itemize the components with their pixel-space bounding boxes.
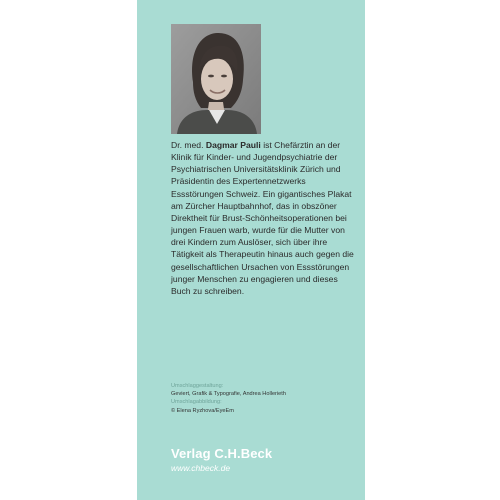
back-flap (137, 0, 365, 500)
author-prefix: Dr. med. (171, 140, 204, 150)
cover-design-value: Geviert, Grafik & Typografie, Andrea Hollerieth (171, 391, 286, 398)
credits (171, 382, 361, 415)
publisher-name: Verlag C.H.Beck (171, 446, 273, 461)
cover-image-value: © Elena Ryzhova/EyeEm (171, 407, 234, 414)
author-bio (171, 139, 357, 297)
cover-image-label: Umschlagabbildung: (171, 399, 222, 406)
author-photo (171, 24, 261, 134)
author-bio-text: ist Chefärztin an der Klinik für Kinder- und Jugendpsychiatrie der Psychiatrischen Universitätsklinik Zürich und Präsidentin des Expertennetzwerks Essstörungen Schweiz. Ein gigantisches Plakat am Zürcher Hauptbahnhof, das in obszöner Direktheit für Brust-Schönheitsoperationen bei jungen Frauen warb, wurde für die Mutter von drei Kindern zum Auslöser, sich über ihre Tätigkeit als Therapeutin hinaus auch gegen die gesellschaftlichen Ursachen von Essstörungen junger Menschen zu engagieren und dieses Buch zu schreiben. (171, 140, 354, 296)
cover-design-label: Umschlaggestaltung: (171, 383, 224, 389)
publisher-website: www.chbeck.de (171, 463, 231, 473)
author-name: Dagmar Pauli (205, 140, 261, 150)
